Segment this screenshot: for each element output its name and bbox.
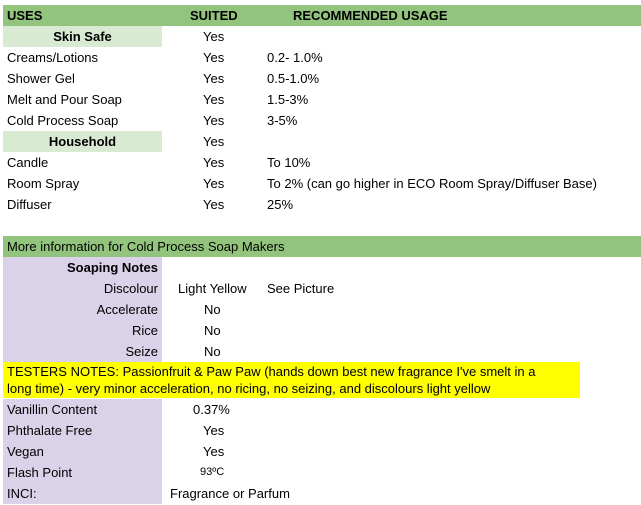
- property-value: 93ºC: [200, 466, 225, 478]
- suited-value: Yes: [203, 176, 225, 191]
- property-label: INCI:: [3, 483, 162, 504]
- use-label: Candle: [7, 155, 49, 170]
- testers-notes-line-1: TESTERS NOTES: Passionfruit & Paw Paw (hands down best new fragrance I've smelt in a: [7, 364, 536, 379]
- table-row: [3, 194, 641, 215]
- table-header: [3, 5, 641, 26]
- suited-value: Yes: [203, 71, 225, 86]
- use-label: Shower Gel: [7, 71, 75, 86]
- usage-value: To 2% (can go higher in ECO Room Spray/Diffuser Base): [267, 176, 597, 191]
- property-value: Fragrance or Parfum: [170, 486, 290, 501]
- note-row: [3, 320, 641, 341]
- table-row: [3, 110, 641, 131]
- usage-value: 3-5%: [267, 113, 298, 128]
- table-row: [3, 47, 641, 68]
- property-row: [3, 399, 641, 420]
- table-row: [3, 152, 641, 173]
- note-row: [3, 278, 641, 299]
- header-suited: SUITED: [190, 8, 238, 23]
- suited-value: Yes: [203, 92, 225, 107]
- use-label: Room Spray: [7, 176, 80, 191]
- property-row: [3, 462, 641, 483]
- usage-value: 25%: [267, 197, 294, 212]
- suited-value: Yes: [203, 50, 225, 65]
- property-label: Vegan: [3, 441, 162, 462]
- suited-value: Yes: [203, 197, 225, 212]
- property-value: Yes: [203, 444, 225, 459]
- cold-process-header-text: More information for Cold Process Soap Makers: [7, 239, 285, 254]
- use-label: Melt and Pour Soap: [7, 92, 122, 107]
- property-label: Flash Point: [3, 462, 162, 483]
- table-row: [3, 173, 641, 194]
- table-row: [3, 89, 641, 110]
- use-label: Diffuser: [7, 197, 52, 212]
- suited-value: Yes: [203, 155, 225, 170]
- property-row: [3, 420, 641, 441]
- section-household: [3, 131, 641, 152]
- note-row: [3, 341, 641, 362]
- property-row: [3, 441, 641, 462]
- skin-safe-suited: Yes: [203, 29, 225, 44]
- suited-value: Yes: [203, 113, 225, 128]
- usage-value: To 10%: [267, 155, 311, 170]
- note-row: [3, 299, 641, 320]
- note-label: Accelerate: [3, 299, 162, 320]
- section-title-skin-safe: Skin Safe: [3, 26, 162, 47]
- note-label: Rice: [3, 320, 162, 341]
- note-extra: See Picture: [267, 281, 335, 296]
- testers-notes-line-2: long time) - very minor acceleration, no ricing, no seizing, and discolours light yellow: [7, 381, 491, 396]
- note-value: No: [204, 344, 221, 359]
- soaping-notes-title: Soaping Notes: [3, 257, 162, 278]
- property-value: 0.37%: [193, 402, 230, 417]
- testers-notes: [3, 362, 580, 398]
- cold-process-header: [3, 236, 641, 257]
- note-label: Seize: [3, 341, 162, 362]
- table-row: [3, 68, 641, 89]
- property-value: Yes: [203, 423, 225, 438]
- header-uses: USES: [7, 8, 43, 23]
- property-row: [3, 483, 641, 504]
- note-value: No: [204, 323, 221, 338]
- header-recommended-usage: RECOMMENDED USAGE: [293, 8, 448, 23]
- soaping-notes-row: [3, 257, 641, 278]
- usage-value: 1.5-3%: [267, 92, 309, 107]
- use-label: Cold Process Soap: [7, 113, 119, 128]
- note-value: Light Yellow: [178, 281, 247, 296]
- usage-value: 0.2- 1.0%: [267, 50, 323, 65]
- use-label: Creams/Lotions: [7, 50, 99, 65]
- household-suited: Yes: [203, 134, 225, 149]
- usage-value: 0.5-1.0%: [267, 71, 320, 86]
- property-label: Phthalate Free: [3, 420, 162, 441]
- section-skin-safe: [3, 26, 641, 47]
- section-title-household: Household: [3, 131, 162, 152]
- note-value: No: [204, 302, 221, 317]
- property-label: Vanillin Content: [3, 399, 162, 420]
- note-label: Discolour: [3, 278, 162, 299]
